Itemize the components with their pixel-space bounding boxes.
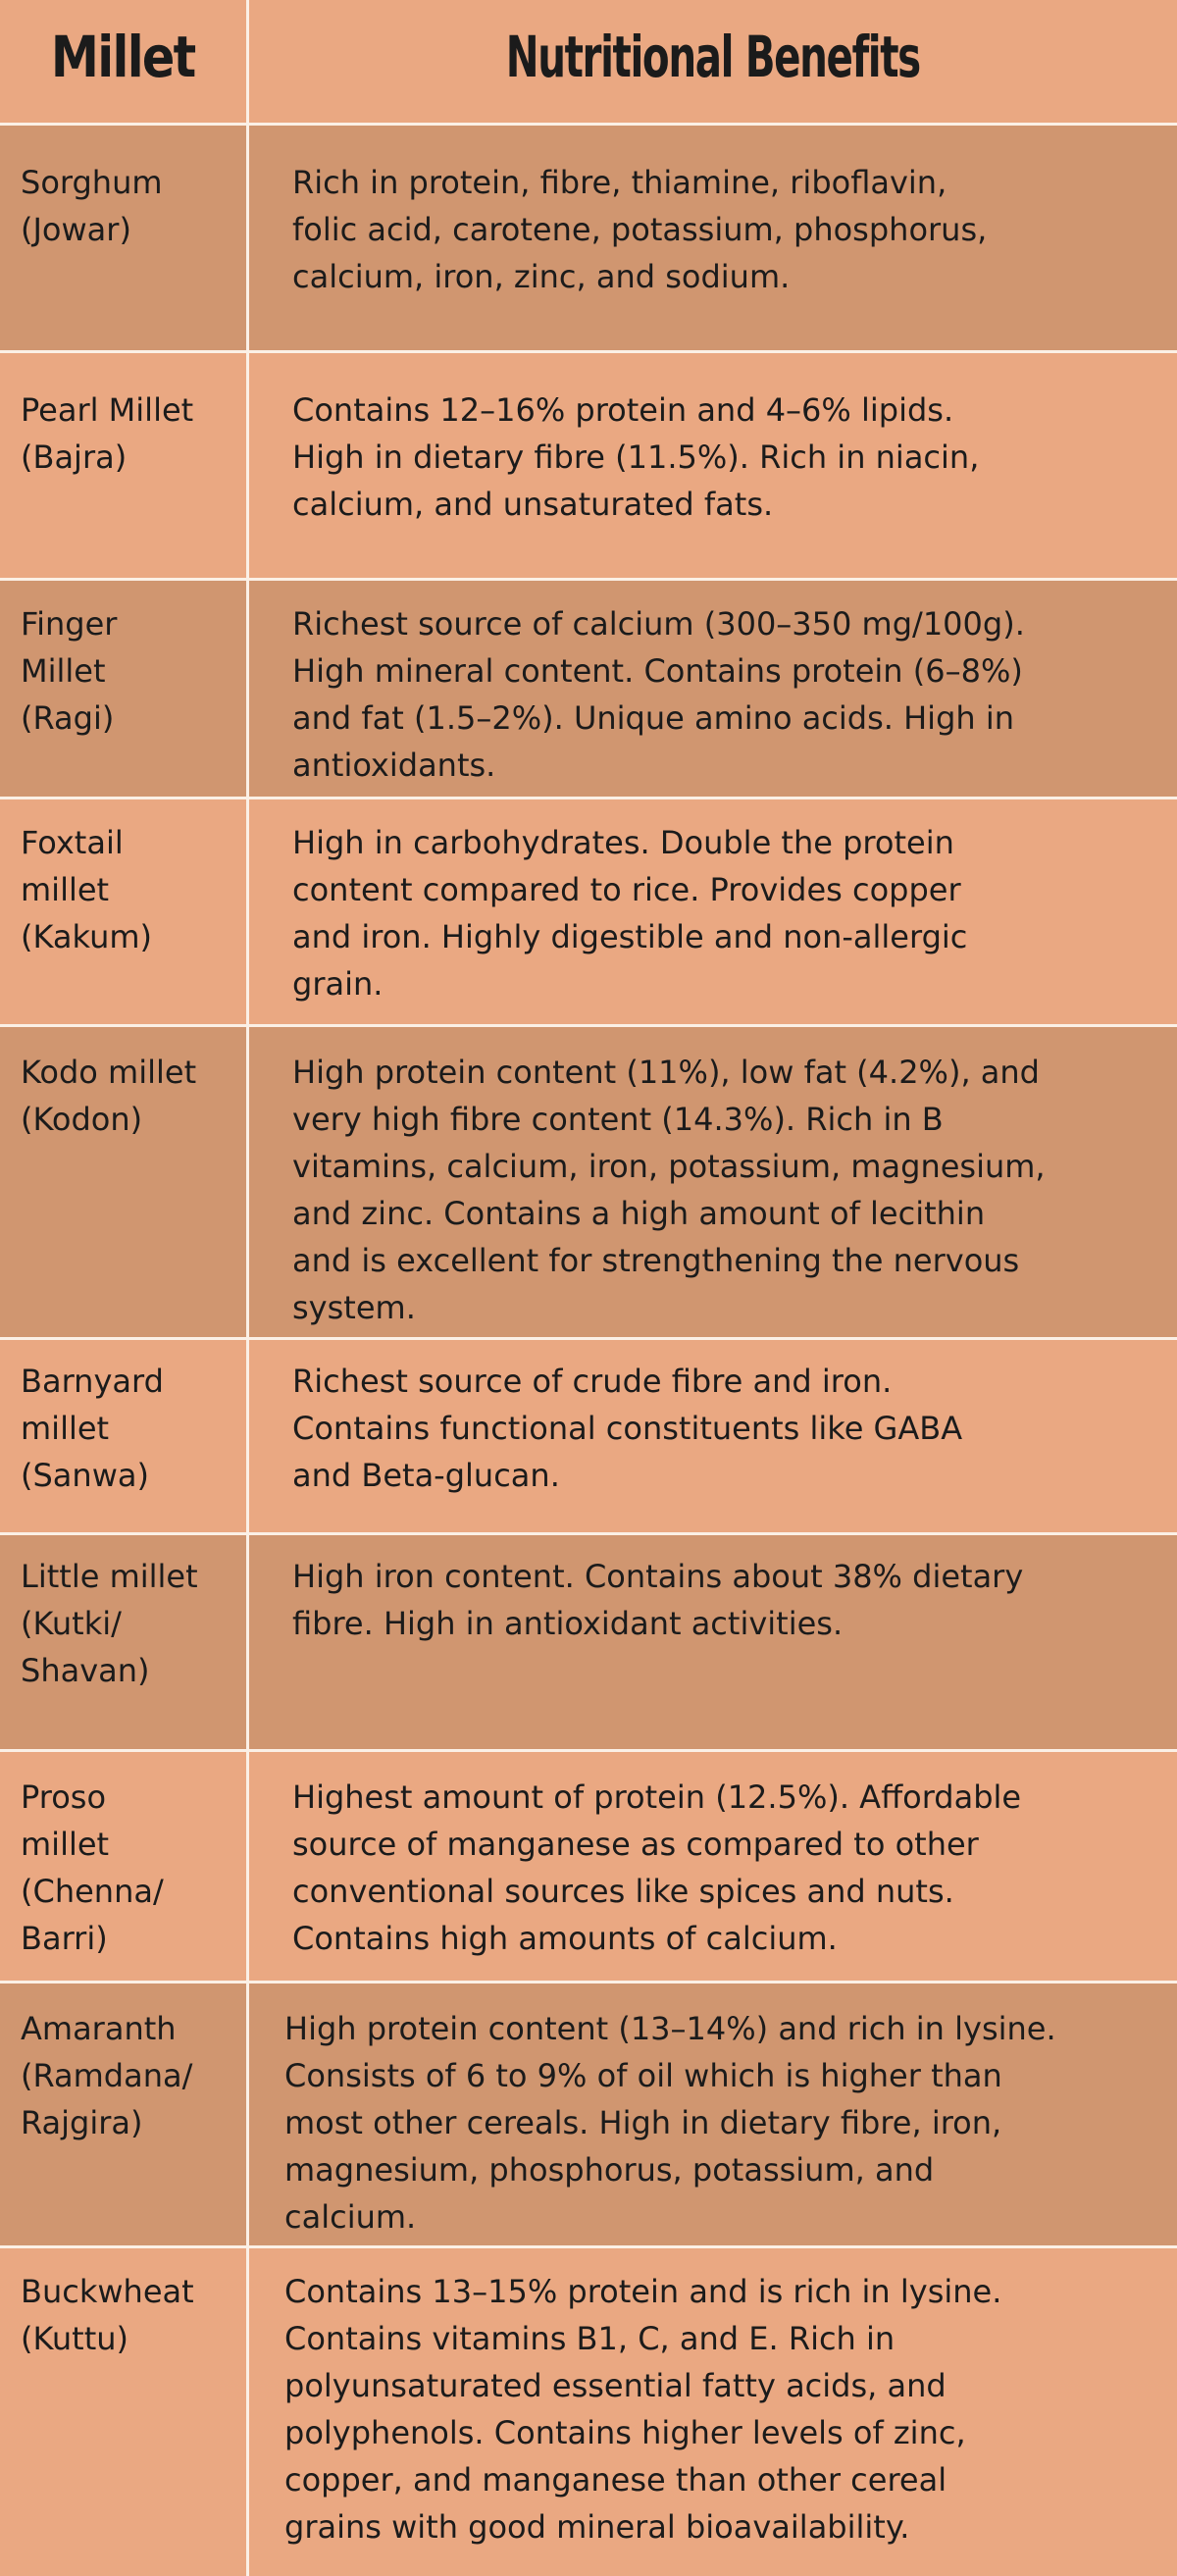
benefit-line: High in dietary fibre (11.5%). Rich in niacin, — [292, 438, 980, 476]
benefit-line: grain. — [292, 965, 384, 1003]
benefit-line: and zinc. Contains a high amount of lecithin — [292, 1195, 986, 1232]
millet-name-line: Barri) — [21, 1920, 108, 1957]
millet-name — [0, 1752, 249, 1981]
millet-name — [0, 581, 249, 797]
table-row-buckwheat — [0, 2248, 1177, 2576]
benefit-line: High mineral content. Contains protein (6–8%) — [292, 652, 1023, 690]
table-row-foxtail-millet — [0, 799, 1177, 1027]
benefit-line: polyunsaturated essential fatty acids, and — [284, 2367, 947, 2404]
millet-name-line: Foxtail — [21, 824, 124, 861]
millet-name — [0, 126, 249, 350]
table-row-little-millet — [0, 1535, 1177, 1752]
benefit-text — [249, 1535, 1177, 1749]
millet-name-line: Amaranth — [21, 2010, 177, 2047]
millet-name-line: (Chenna/ — [21, 1873, 164, 1910]
millet-name — [0, 2248, 249, 2576]
millet-name-line: (Kuttu) — [21, 2320, 129, 2357]
millet-name-line: Shavan) — [21, 1652, 150, 1689]
benefit-text — [249, 581, 1177, 797]
table-row-barnyard-millet — [0, 1340, 1177, 1535]
benefit-text — [249, 1984, 1177, 2245]
millet-name-line: (Ragi) — [21, 699, 115, 737]
benefit-line: source of manganese as compared to other — [292, 1826, 979, 1863]
millet-name-line: (Ramdana/ — [21, 2057, 193, 2094]
table-row-sorghum — [0, 126, 1177, 353]
millet-name-line: Sorghum — [21, 164, 163, 201]
benefit-line: calcium, and unsaturated fats. — [292, 486, 774, 523]
millet-name-line: Finger — [21, 605, 118, 643]
benefit-line: High iron content. Contains about 38% dietary — [292, 1558, 1024, 1595]
millet-name-line: (Jowar) — [21, 211, 131, 248]
benefit-line: copper, and manganese than other cereal — [284, 2461, 947, 2499]
benefit-line: content compared to rice. Provides copper — [292, 871, 961, 908]
benefit-line: Highest amount of protein (12.5%). Affordable — [292, 1778, 1022, 1816]
benefit-text — [249, 353, 1177, 578]
benefit-line: very high fibre content (14.3%). Rich in B — [292, 1101, 944, 1138]
benefit-line: Contains functional constituents like GABA — [292, 1410, 963, 1447]
header-millet — [0, 0, 249, 123]
benefit-line: calcium, iron, zinc, and sodium. — [292, 258, 791, 295]
millet-name-line: millet — [21, 871, 110, 908]
millet-name-line: Rajgira) — [21, 2104, 143, 2141]
millet-name-line: Barnyard — [21, 1363, 164, 1400]
millet-name-line: (Kakum) — [21, 918, 152, 955]
millet-name — [0, 1027, 249, 1337]
benefit-line: Rich in protein, fibre, thiamine, riboflavin, — [292, 164, 947, 201]
header-benefits-label: Nutritional Benefits — [505, 24, 921, 90]
millet-name — [0, 799, 249, 1024]
table-row-kodo-millet — [0, 1027, 1177, 1340]
benefit-line: grains with good mineral bioavailability. — [284, 2508, 910, 2546]
benefit-text — [249, 1340, 1177, 1532]
benefit-line: fibre. High in antioxidant activities. — [292, 1605, 844, 1642]
benefit-line: Consists of 6 to 9% of oil which is higher than — [284, 2057, 1002, 2094]
header-millet-label: Millet — [51, 24, 195, 90]
benefit-line: vitamins, calcium, iron, potassium, magnesium, — [292, 1148, 1046, 1185]
benefit-line: Contains 12–16% protein and 4–6% lipids. — [292, 391, 954, 429]
millet-name-line: (Sanwa) — [21, 1457, 149, 1494]
benefit-line: antioxidants. — [292, 747, 496, 784]
benefit-line: most other cereals. High in dietary fibre, iron, — [284, 2104, 1002, 2141]
benefit-line: calcium. — [284, 2198, 417, 2236]
benefit-line: conventional sources like spices and nuts. — [292, 1873, 954, 1910]
millet-name — [0, 1984, 249, 2245]
benefit-line: and iron. Highly digestible and non-allergic — [292, 918, 968, 955]
table-row-finger-millet — [0, 581, 1177, 799]
benefit-line: and is excellent for strengthening the nervous — [292, 1242, 1020, 1279]
millet-name-line: millet — [21, 1826, 110, 1863]
millet-name-line: Millet — [21, 652, 106, 690]
millet-name-line: (Kutki/ — [21, 1605, 122, 1642]
table-row-proso-millet — [0, 1752, 1177, 1984]
millet-name-line: Little millet — [21, 1558, 198, 1595]
millet-name-line: Kodo millet — [21, 1054, 197, 1091]
millet-name-line: Buckwheat — [21, 2273, 194, 2310]
benefit-line: Contains vitamins B1, C, and E. Rich in — [284, 2320, 896, 2357]
benefit-line: Contains high amounts of calcium. — [292, 1920, 838, 1957]
millet-name — [0, 1340, 249, 1532]
benefit-line: system. — [292, 1289, 416, 1326]
millet-name-line: (Bajra) — [21, 438, 128, 476]
header-benefits — [333, 0, 1094, 123]
benefit-line: Richest source of calcium (300–350 mg/100g). — [292, 605, 1025, 643]
benefit-text — [249, 2248, 1177, 2576]
millet-name-line: (Kodon) — [21, 1101, 143, 1138]
benefit-text — [249, 1752, 1177, 1981]
benefit-text — [249, 1027, 1177, 1337]
millet-name-line: millet — [21, 1410, 110, 1447]
table-row-pearl-millet — [0, 353, 1177, 581]
table-header — [0, 0, 1177, 126]
benefit-line: magnesium, phosphorus, potassium, and — [284, 2151, 935, 2189]
benefit-line: polyphenols. Contains higher levels of zinc, — [284, 2414, 966, 2451]
millet-name — [0, 1535, 249, 1749]
benefit-line: High protein content (11%), low fat (4.2%), and — [292, 1054, 1040, 1091]
benefit-line: and fat (1.5–2%). Unique amino acids. High in — [292, 699, 1014, 737]
benefit-line: Contains 13–15% protein and is rich in lysine. — [284, 2273, 1002, 2310]
millet-name — [0, 353, 249, 578]
millet-name-line: Proso — [21, 1778, 107, 1816]
benefit-line: High in carbohydrates. Double the protein — [292, 824, 954, 861]
benefit-line: High protein content (13–14%) and rich in lysine. — [284, 2010, 1056, 2047]
benefit-line: and Beta-glucan. — [292, 1457, 560, 1494]
benefit-line: Richest source of crude fibre and iron. — [292, 1363, 893, 1400]
table-row-amaranth — [0, 1984, 1177, 2248]
millet-name-line: Pearl Millet — [21, 391, 194, 429]
benefit-text — [249, 126, 1177, 350]
benefit-line: folic acid, carotene, potassium, phosphorus, — [292, 211, 988, 248]
benefit-text — [249, 799, 1177, 1024]
